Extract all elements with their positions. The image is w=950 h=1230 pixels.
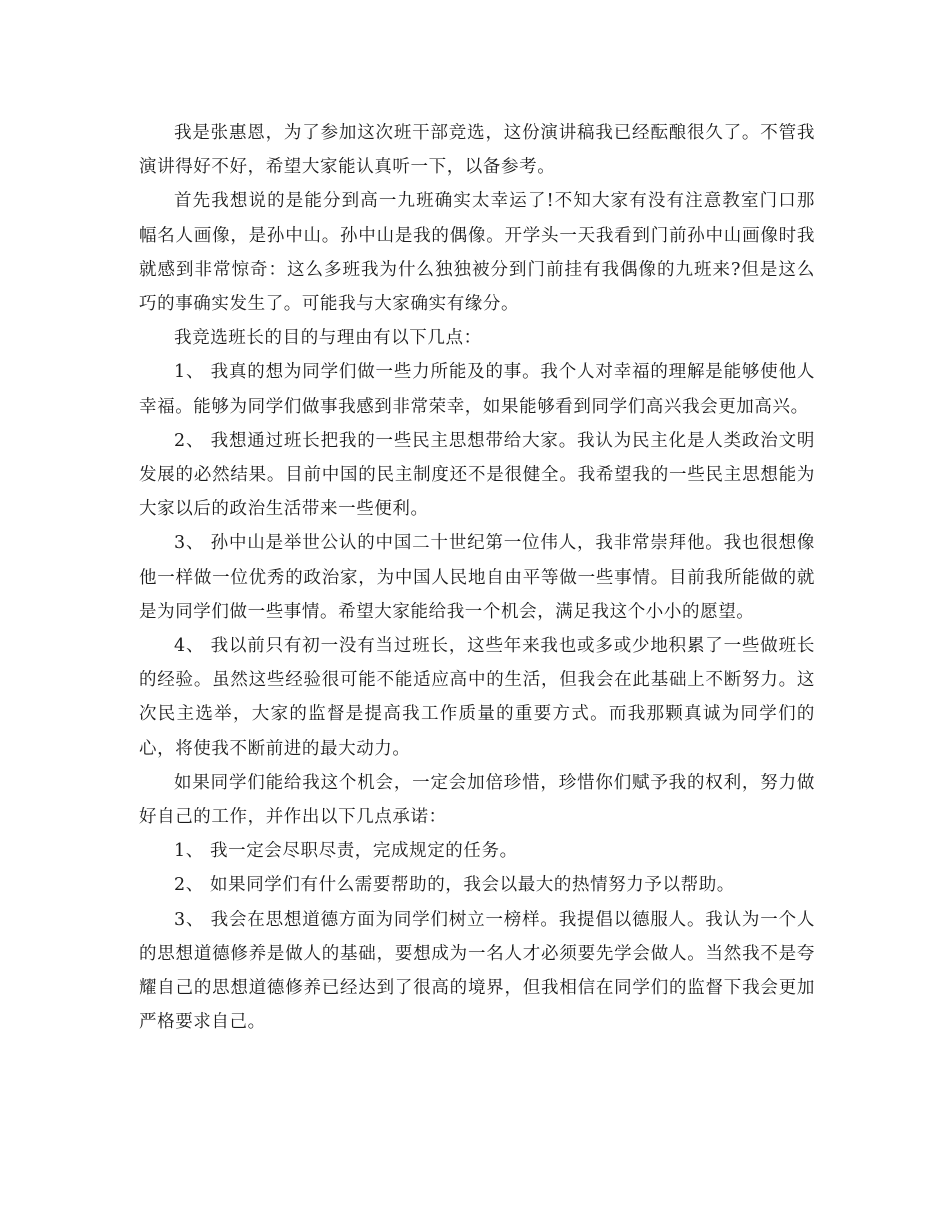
paragraph-reason-2: 2、 我想通过班长把我的一些民主思想带给大家。我认为民主化是人类政治文明发展的必然结果。目前中国的民主制度还不是很健全。我希望我的一些民主思想能为大家以后的政治生活带来一些便利。 bbox=[139, 430, 815, 520]
paragraph-reason-3: 3、 孙中山是举世公认的中国二十世纪第一位伟人，我非常崇拜他。我也很想像他一样做一位优秀的政治家，为中国人民地自由平等做一些事情。目前我所能做的就是为同学们做一些事情。希望大家能给我一个机会，满足我这个小小的愿望。 bbox=[139, 533, 815, 622]
paragraph-reason-1: 1、 我真的想为同学们做一些力所能及的事。我个人对幸福的理解是能够使他人幸福。能够为同学们做事我感到非常荣幸，如果能够看到同学们高兴我会更加高兴。 bbox=[139, 362, 815, 417]
paragraph-reason-4: 4、 我以前只有初一没有当过班长，这些年来我也或多或少地积累了一些做班长的经验。虽然这些经验很可能不能适应高中的生活，但我会在此基础上不断努力。这次民主选举，大家的监督是提高我工作质量的重要方式。而我那颗真诚为同学们的心，将使我不断前进的最大动力。 bbox=[139, 636, 815, 759]
paragraph-intro: 我是张惠恩，为了参加这次班干部竞选，这份演讲稿我已经酝酿很久了。不管我演讲得好不好，希望大家能认真听一下，以备参考。 bbox=[139, 123, 815, 178]
paragraph-idol: 首先我想说的是能分到高一九班确实太幸运了!不知大家有没有注意教室门口那幅名人画像，是孙中山。孙中山是我的偶像。开学头一天我看到门前孙中山画像时我就感到非常惊奇：这么多班我为什么独独被分到门前挂有我偶像的九班来?但是这么巧的事确实发生了。可能我与大家确实有缘分。 bbox=[139, 191, 815, 315]
document-body bbox=[139, 116, 815, 1039]
paragraph-reasons-heading: 我竞选班长的目的与理由有以下几点： bbox=[174, 328, 482, 349]
paragraph-promise-3: 3、 我会在思想道德方面为同学们树立一榜样。我提倡以德服人。我认为一个人的思想道德修养是做人的基础，要想成为一名人才必须要先学会做人。当然我不是夸耀自己的思想道德修养已经达到了很高的境界，但我相信在同学们的监督下我会更加严格要求自己。 bbox=[139, 909, 815, 1033]
paragraph-promise-2: 2、 如果同学们有什么需要帮助的，我会以最大的热情努力予以帮助。 bbox=[174, 875, 735, 896]
paragraph-promise-1: 1、 我一定会尽职尽责，完成规定的任务。 bbox=[174, 841, 518, 862]
paragraph-promises-heading: 如果同学们能给我这个机会，一定会加倍珍惜，珍惜你们赋予我的权利，努力做好自己的工作，并作出以下几点承诺： bbox=[139, 772, 815, 828]
